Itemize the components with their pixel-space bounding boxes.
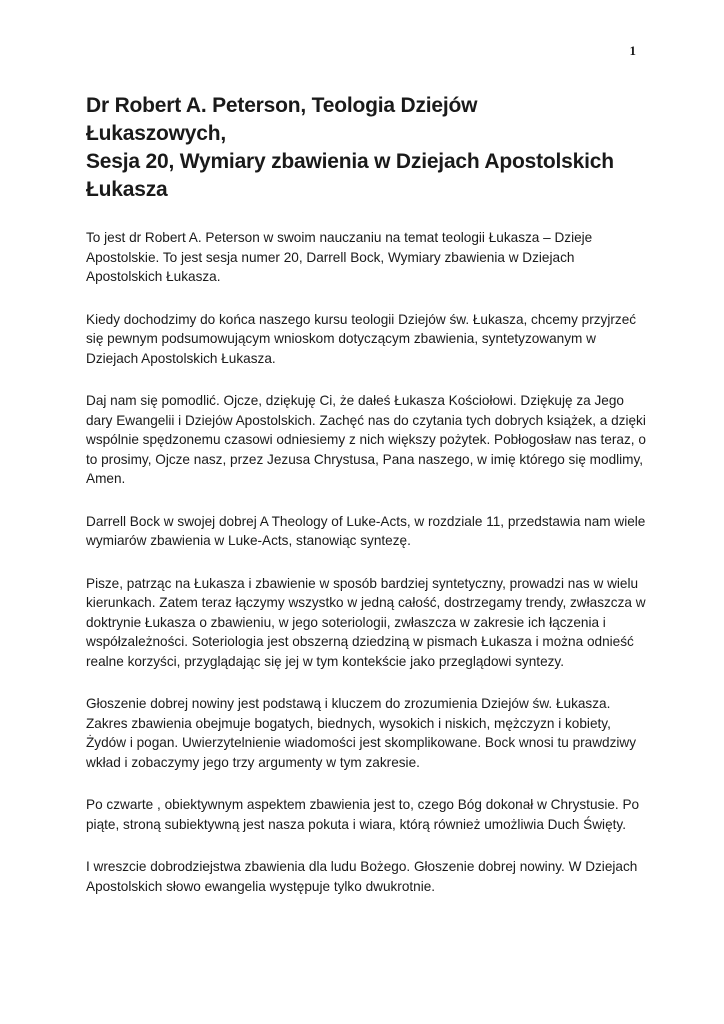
paragraph-intro: To jest dr Robert A. Peterson w swoim nauczaniu na temat teologii Łukasza – Dzieje Apostolskie. To jest sesja numer 20, Darrell Bock, Wymiary zbawienia w Dziejach Apostolskich Łukasza. [86, 230, 593, 284]
paragraph-synthesis: Pisze, patrząc na Łukasza i zbawienie w sposób bardziej syntetyczny, prowadzi nas w wielu kierunkach. Zatem teraz łączymy wszystko w jedną całość, dostrzegamy trendy, zwłaszcza w doktrynie Łukasza o zbawieniu, w jego soteriologii, zwłaszcza w zakresie ich łączenia i współzależności. Soteriologia jest obszerną dziedziną w pismach Łukasza i można odnieść realne korzyści, przyglądając się jej w tym kontekście jako przeglądowi syntezy. [86, 575, 646, 669]
paragraph-bock-intro: Darrell Bock w swojej dobrej A Theology of Luke-Acts, w rozdziale 11, przedstawia nam wiele wymiarów zbawienia w Luke-Acts, stanowiąc syntezę. [86, 513, 646, 548]
page-number: 1 [629, 43, 636, 58]
paragraph-benefits: I wreszcie dobrodziejstwa zbawienia dla ludu Bożego. Głoszenie dobrej nowiny. W Dziejach Apostolskich słowo ewangelia występuje tylko dwukrotnie. [86, 859, 638, 894]
title-line: Sesja 20, Wymiary zbawienia w Dziejach Apostolskich [86, 150, 614, 173]
paragraph-course-summary: Kiedy dochodzimy do końca naszego kursu teologii Dziejów św. Łukasza, chcemy przyjrzeć się pewnym podsumowującym wnioskom dotyczącym zbawienia, syntetyzowanym w Dziejach Apostolskich Łukasza. [86, 311, 637, 366]
document-body [86, 92, 646, 919]
paragraph-good-news: Głoszenie dobrej nowiny jest podstawą i kluczem do zrozumienia Dziejów św. Łukasza. Zakres zbawienia obejmuje bogatych, biednych, wysokich i niskich, mężczyzn i kobiety, Żydów i pogan. Uwierzytelnienie wiadomości jest skomplikowane. Bock wnosi tu prawdziwy wkład i zobaczymy jego trzy argumenty w tym zakresie. [86, 696, 637, 770]
document-title [86, 92, 646, 204]
title-line: Łukaszowych, [86, 122, 226, 145]
paragraph-prayer: Daj nam się pomodlić. Ojcze, dziękuję Ci, że dałeś Łukasza Kościołowi. Dziękuję za Jego dary Ewangelii i Dziejów Apostolskich. Zachęć nas do czytania tych dobrych książek, a dzięki wspólnie spędzonemu czasowi odniesiemy z nich większy pożytek. Pobłogosław nas teraz, o to prosimy, Ojcze nasz, przez Jezusa Chrystusa, Pana naszego, w imię którego się modlimy, Amen. [86, 393, 646, 486]
paragraph-objective-subjective: Po czwarte , obiektywnym aspektem zbawienia jest to, czego Bóg dokonał w Chrystusie. Po piąte, stroną subiektywną jest nasza pokuta i wiara, którą również umożliwia Duch Święty. [86, 797, 640, 832]
title-line: Dr Robert A. Peterson, Teologia Dziejów [86, 94, 478, 117]
title-line: Łukasza [86, 178, 168, 201]
